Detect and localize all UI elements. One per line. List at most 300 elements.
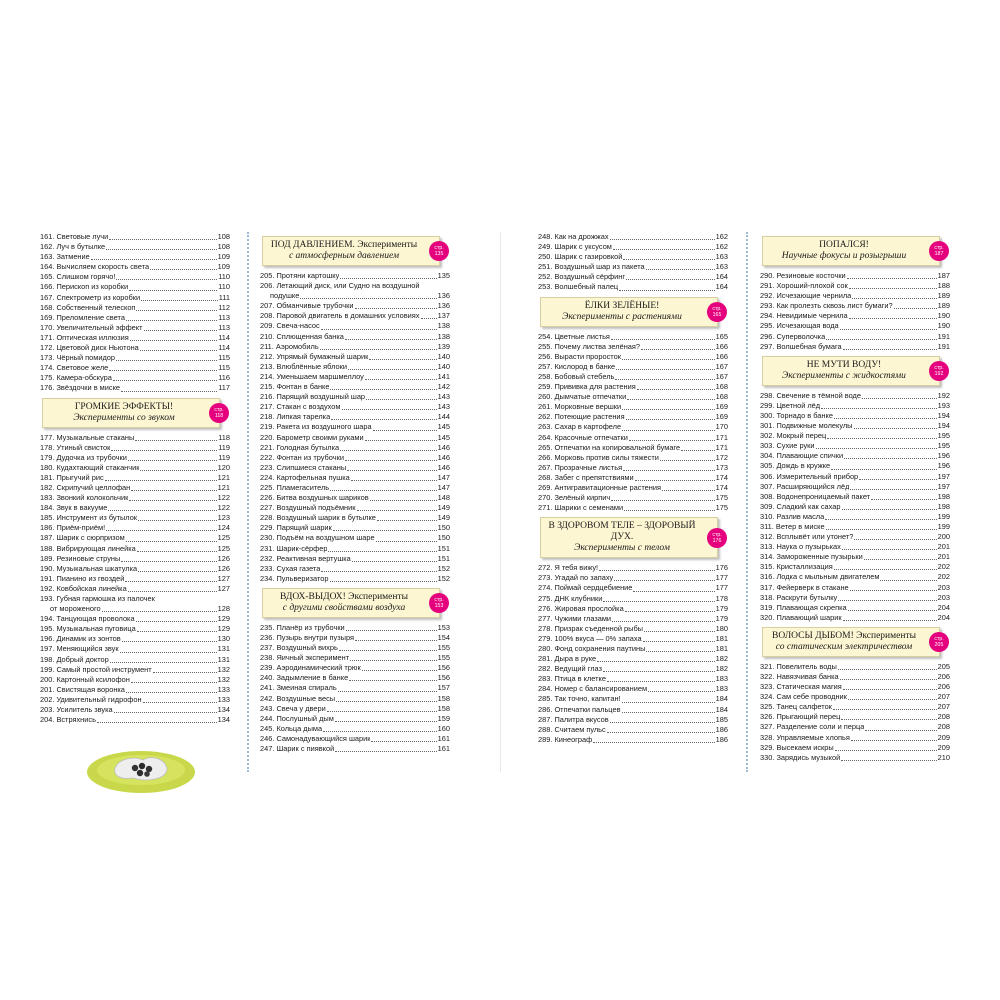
toc-entry[interactable] — [260, 453, 450, 463]
toc-entry[interactable] — [40, 644, 230, 654]
toc-entry[interactable] — [760, 291, 950, 301]
toc-entry[interactable] — [260, 744, 450, 754]
toc-entry[interactable] — [760, 512, 950, 522]
dot-leader — [143, 702, 217, 703]
toc-entry[interactable] — [40, 655, 230, 665]
toc-entry-page: 123 — [217, 513, 230, 523]
dot-leader — [854, 539, 936, 540]
page-badge — [929, 361, 949, 381]
toc-entry[interactable] — [260, 544, 450, 554]
toc-entry[interactable] — [260, 372, 450, 382]
toc-entry[interactable] — [40, 373, 230, 383]
toc-entry-page: 167 — [715, 371, 728, 381]
toc-entry-page: 194 — [937, 421, 950, 431]
toc-entry[interactable] — [760, 342, 950, 352]
toc-entry[interactable] — [260, 503, 450, 513]
toc-entry-title: 317. Фейерверк в стакане — [760, 582, 849, 592]
toc-entry[interactable] — [760, 411, 950, 421]
toc-entry[interactable] — [760, 281, 950, 291]
toc-entry[interactable] — [760, 692, 950, 702]
dot-leader — [140, 350, 217, 351]
page-badge-label: стр. — [712, 531, 722, 538]
toc-entry[interactable] — [260, 694, 450, 704]
toc-entry[interactable] — [260, 523, 450, 533]
toc-entry-page: 182 — [715, 664, 728, 674]
toc-entry-title: 228. Воздушный шарик в бутылке — [260, 513, 376, 523]
toc-entry-title: 252. Воздушный сёрфинг — [538, 272, 626, 282]
toc-entry[interactable] — [40, 523, 230, 533]
toc-entry[interactable] — [40, 272, 230, 282]
toc-entry[interactable] — [40, 343, 230, 353]
toc-entry[interactable] — [538, 654, 728, 664]
dot-leader — [597, 661, 714, 662]
toc-entry-page: 203 — [937, 592, 950, 602]
toc-entry-title: 179. Дудочка из трубочки — [40, 452, 127, 462]
toc-entry[interactable] — [538, 715, 728, 725]
toc-entry[interactable] — [538, 725, 728, 735]
toc-entry-title: 224. Картофельная пушка — [260, 472, 350, 482]
toc-entry-page: 200 — [937, 532, 950, 542]
toc-entry[interactable] — [40, 443, 230, 453]
toc-entry[interactable] — [760, 271, 950, 281]
toc-entry-page: 149 — [437, 503, 450, 513]
toc-entry[interactable] — [260, 724, 450, 734]
toc-entry[interactable] — [538, 422, 728, 432]
toc-entry-page: 134 — [217, 715, 230, 725]
toc-entry[interactable] — [40, 313, 230, 323]
dot-leader — [831, 469, 937, 470]
toc-entry[interactable] — [260, 362, 450, 372]
toc-entry[interactable] — [538, 503, 728, 513]
toc-entry[interactable] — [760, 583, 950, 593]
toc-entry[interactable] — [260, 321, 450, 331]
toc-entry[interactable] — [40, 353, 230, 363]
toc-entry[interactable] — [538, 664, 728, 674]
toc-entry[interactable] — [260, 653, 450, 663]
toc-entry[interactable] — [260, 311, 450, 321]
toc-entry[interactable] — [538, 232, 728, 242]
toc-entry[interactable] — [40, 333, 230, 343]
toc-entry[interactable] — [40, 554, 230, 564]
toc-entry-page: 190 — [937, 321, 950, 331]
dot-leader — [106, 249, 217, 250]
toc-entry[interactable] — [40, 473, 230, 483]
toc-entry[interactable] — [40, 503, 230, 513]
toc-entry-title: 216. Парящий воздушный шар — [260, 392, 366, 402]
dot-leader — [340, 278, 436, 279]
toc-entry[interactable] — [260, 281, 450, 291]
toc-entry[interactable] — [40, 634, 230, 644]
toc-entry[interactable] — [260, 574, 450, 584]
toc-entry[interactable] — [760, 431, 950, 441]
toc-entry-page: 179 — [715, 613, 728, 623]
toc-entry[interactable] — [40, 262, 230, 272]
toc-entry[interactable] — [760, 542, 950, 552]
toc-entry[interactable] — [40, 282, 230, 292]
toc-entry-page: 130 — [217, 634, 230, 644]
toc-entry[interactable] — [260, 332, 450, 342]
dot-leader — [106, 530, 217, 531]
toc-entry-page: 209 — [937, 742, 950, 752]
dot-leader — [646, 269, 715, 270]
toc-entry[interactable] — [538, 382, 728, 392]
toc-entry[interactable] — [40, 433, 230, 443]
toc-entry-page: 163 — [715, 262, 728, 272]
toc-entry-title: 306. Измерительный прибор — [760, 471, 859, 481]
toc-entry[interactable] — [40, 584, 230, 594]
toc-entry[interactable] — [260, 663, 450, 673]
toc-entry[interactable] — [538, 674, 728, 684]
toc-entry-title: 291. Хороший-плохой сок — [760, 281, 848, 291]
toc-entry[interactable] — [40, 232, 230, 242]
toc-entry-title: 303. Сухие руки — [760, 441, 815, 451]
dot-leader — [131, 682, 217, 683]
toc-entry[interactable] — [760, 472, 950, 482]
toc-entry[interactable] — [538, 362, 728, 372]
toc-entry[interactable] — [760, 321, 950, 331]
toc-entry[interactable] — [260, 412, 450, 422]
toc-entry[interactable] — [260, 564, 450, 574]
toc-entry-page: 199 — [937, 511, 950, 521]
toc-entry[interactable] — [760, 722, 950, 732]
dot-leader — [116, 360, 217, 361]
dot-leader — [625, 611, 715, 612]
toc-entry-title: 285. Так точно, капитан! — [538, 694, 621, 704]
toc-entry[interactable] — [760, 311, 950, 321]
toc-entry-title: 238. Яичный эксперимент — [260, 653, 350, 663]
toc-entry-page: 183 — [715, 684, 728, 694]
toc-entry[interactable] — [538, 604, 728, 614]
toc-entry[interactable] — [40, 715, 230, 725]
toc-entry[interactable] — [260, 473, 450, 483]
toc-entry-title: 172. Цветовой диск Ньютона — [40, 343, 139, 353]
dot-leader — [841, 719, 936, 720]
toc-entry-page: 133 — [217, 684, 230, 694]
toc-entry[interactable] — [760, 492, 950, 502]
toc-entry[interactable] — [40, 242, 230, 252]
toc-entry-title: 210. Сплющенная банка — [260, 331, 344, 341]
toc-entry-title: 162. Луч в бутылке — [40, 242, 106, 252]
toc-entry[interactable] — [538, 573, 728, 583]
toc-entry[interactable] — [538, 493, 728, 503]
toc-entry-page: 175 — [715, 493, 728, 503]
toc-entry[interactable] — [760, 391, 950, 401]
dot-leader — [843, 349, 937, 350]
toc-entry[interactable] — [40, 513, 230, 523]
dot-leader — [153, 672, 217, 673]
toc-entry-page: 161 — [437, 733, 450, 743]
toc-entry[interactable] — [538, 453, 728, 463]
toc-entry[interactable] — [760, 522, 950, 532]
toc-entry-page: 151 — [437, 543, 450, 553]
toc-entry[interactable] — [538, 705, 728, 715]
toc-entry[interactable] — [260, 623, 450, 633]
dot-leader — [635, 480, 715, 481]
dot-leader — [847, 278, 937, 279]
toc-entry[interactable] — [538, 272, 728, 282]
toc-entry[interactable] — [40, 594, 230, 604]
toc-entry[interactable] — [538, 735, 728, 745]
toc-entry[interactable] — [260, 463, 450, 473]
toc-entry-title: 186. Приём-приём! — [40, 523, 106, 533]
page-badge-number: 153 — [434, 602, 444, 609]
toc-entry-title: 230. Подъём на воздушном шаре — [260, 533, 375, 543]
toc-entry-title: 234. Пульверизатор — [260, 573, 329, 583]
toc-entry[interactable] — [40, 293, 230, 303]
dot-leader — [593, 742, 714, 743]
toc-entry[interactable] — [760, 712, 950, 722]
toc-entry[interactable] — [760, 702, 950, 712]
toc-entry[interactable] — [538, 694, 728, 704]
toc-entry[interactable] — [40, 685, 230, 695]
dot-leader — [851, 740, 937, 741]
toc-entry[interactable] — [260, 554, 450, 564]
toc-entry[interactable] — [538, 463, 728, 473]
toc-entry-page: 185 — [715, 714, 728, 724]
toc-entry-page: 180 — [715, 623, 728, 633]
toc-entry-page: 195 — [937, 431, 950, 441]
dot-leader — [821, 408, 937, 409]
dot-leader — [330, 581, 437, 582]
toc-entry-continuation — [260, 291, 450, 301]
toc-entry[interactable] — [760, 572, 950, 582]
toc-entry[interactable] — [538, 644, 728, 654]
toc-entry[interactable] — [760, 613, 950, 623]
toc-entry[interactable] — [538, 684, 728, 694]
toc-entry[interactable] — [760, 502, 950, 512]
toc-entry[interactable] — [760, 562, 950, 572]
dot-leader — [826, 339, 936, 340]
dot-leader — [622, 712, 715, 713]
dot-leader — [128, 591, 217, 592]
toc-entry[interactable] — [538, 583, 728, 593]
toc-entry[interactable] — [40, 493, 230, 503]
toc-entry[interactable] — [760, 593, 950, 603]
toc-entry-page: 115 — [218, 363, 230, 373]
section-header — [540, 517, 722, 558]
toc-entry[interactable] — [40, 544, 230, 554]
toc-entry-page: 114 — [218, 332, 230, 342]
toc-entry-title: 330. Зарядись музыкой — [760, 752, 841, 762]
toc-entry[interactable] — [538, 402, 728, 412]
toc-entry[interactable] — [260, 633, 450, 643]
toc-entry[interactable] — [538, 473, 728, 483]
toc-entry[interactable] — [760, 332, 950, 342]
toc-entry-title: 171. Оптическая иллюзия — [40, 332, 129, 342]
toc-entry-continuation — [40, 604, 230, 614]
toc-entry-title: 241. Змеиная спираль — [260, 683, 337, 693]
toc-entry[interactable] — [40, 533, 230, 543]
toc-entry[interactable] — [760, 753, 950, 763]
toc-entry-title: 254. Цветные листья — [538, 331, 610, 341]
toc-entry[interactable] — [260, 422, 450, 432]
toc-entry-page: 167 — [715, 361, 728, 371]
dot-leader — [623, 259, 714, 260]
toc-entry[interactable] — [40, 705, 230, 715]
toc-entry[interactable] — [538, 483, 728, 493]
toc-entry[interactable] — [40, 483, 230, 493]
toc-entry[interactable] — [260, 734, 450, 744]
toc-entry-title: 222. Фонтан из трубочки — [260, 452, 344, 462]
toc-entry-title: 229. Парящий шарик — [260, 523, 332, 533]
toc-entry[interactable] — [260, 301, 450, 311]
toc-entry[interactable] — [40, 383, 230, 393]
dot-leader — [850, 489, 936, 490]
toc-entry[interactable] — [260, 342, 450, 352]
toc-entry[interactable] — [260, 513, 450, 523]
toc-entry[interactable] — [260, 493, 450, 503]
dot-leader — [613, 249, 715, 250]
toc-entry[interactable] — [260, 704, 450, 714]
toc-entry[interactable] — [538, 614, 728, 624]
toc-entry[interactable] — [538, 594, 728, 604]
toc-entry[interactable] — [260, 382, 450, 392]
toc-entry-page: 179 — [715, 603, 728, 613]
toc-entry[interactable] — [760, 662, 950, 672]
toc-entry[interactable] — [40, 624, 230, 634]
dot-leader — [109, 370, 217, 371]
toc-entry[interactable] — [760, 672, 950, 682]
toc-entry-page: 207 — [937, 702, 950, 712]
toc-entry[interactable] — [538, 443, 728, 453]
toc-entry[interactable] — [760, 401, 950, 411]
toc-entry[interactable] — [260, 402, 450, 412]
toc-entry-title: 323. Статическая магия — [760, 682, 842, 692]
toc-entry-page: 150 — [437, 533, 450, 543]
toc-entry[interactable] — [40, 665, 230, 675]
toc-entry[interactable] — [40, 614, 230, 624]
toc-entry[interactable] — [538, 563, 728, 573]
toc-entry[interactable] — [538, 352, 728, 362]
toc-entry[interactable] — [538, 282, 728, 292]
toc-entry[interactable] — [40, 303, 230, 313]
dot-leader — [136, 310, 217, 311]
toc-entry-page: 109 — [217, 262, 230, 272]
toc-entry[interactable] — [760, 682, 950, 692]
toc-entry[interactable] — [538, 242, 728, 252]
toc-entry[interactable] — [538, 624, 728, 634]
toc-entry-page: 144 — [437, 412, 450, 422]
dot-leader — [610, 722, 715, 723]
toc-entry-page: 194 — [937, 410, 950, 420]
toc-entry[interactable] — [40, 574, 230, 584]
toc-entry-title: 236. Пузырь внутри пузыря — [260, 633, 354, 642]
toc-entry-title: 199. Самый простой инструмент — [40, 664, 152, 674]
toc-entry-title: 209. Свеча-насос — [260, 321, 320, 331]
toc-entry-title: 194. Танцующая проволока — [40, 614, 135, 624]
toc-entry-title: 316. Лодка с мыльным двигателем — [760, 572, 880, 582]
toc-entry[interactable] — [260, 483, 450, 493]
toc-entry-page: 189 — [937, 301, 950, 311]
toc-entry[interactable] — [260, 533, 450, 543]
toc-entry[interactable] — [538, 252, 728, 262]
toc-entry-title: 286. Отпечатки пальцев — [538, 704, 621, 714]
toc-entry-title: 237. Воздушный вихрь — [260, 643, 338, 653]
toc-entry[interactable] — [538, 412, 728, 422]
toc-entry[interactable] — [260, 271, 450, 281]
toc-entry[interactable] — [260, 643, 450, 653]
toc-entry[interactable] — [760, 441, 950, 451]
dot-leader — [838, 669, 937, 670]
toc-entry-page: 163 — [715, 252, 728, 262]
toc-entry[interactable] — [760, 461, 950, 471]
toc-entry-page: 146 — [437, 452, 450, 462]
toc-entry[interactable] — [538, 392, 728, 402]
toc-entry[interactable] — [538, 342, 728, 352]
toc-entry-title: 312. Всплывёт или утонет? — [760, 532, 854, 542]
page-badge-label: стр. — [434, 245, 444, 251]
toc-entry[interactable] — [260, 433, 450, 443]
section-header — [762, 356, 944, 386]
toc-column-1 — [40, 232, 230, 725]
toc-entry[interactable] — [40, 463, 230, 473]
toc-entry[interactable] — [40, 695, 230, 705]
toc-entry-page: 128 — [217, 604, 230, 614]
dot-leader — [612, 621, 715, 622]
dot-leader — [607, 681, 715, 682]
dot-leader — [850, 590, 937, 591]
toc-entry-title: 280. Фонд сохранения паутины — [538, 644, 646, 653]
toc-entry[interactable] — [760, 532, 950, 542]
toc-entry-page: 135 — [437, 271, 450, 280]
toc-entry[interactable] — [760, 552, 950, 562]
dot-leader — [834, 418, 937, 419]
toc-entry[interactable] — [260, 392, 450, 402]
toc-entry[interactable] — [538, 372, 728, 382]
toc-entry-title: 166. Перископ из коробки — [40, 282, 129, 292]
dot-leader — [141, 300, 218, 301]
toc-entry-title: 305. Дождь в кружке — [760, 461, 831, 471]
toc-entry[interactable] — [760, 743, 950, 753]
toc-entry[interactable] — [260, 443, 450, 453]
toc-entry[interactable] — [260, 714, 450, 724]
toc-entry[interactable] — [260, 683, 450, 693]
toc-entry-page: 136 — [437, 301, 450, 311]
toc-entry[interactable] — [538, 433, 728, 443]
toc-entry-title: 169. Преломление света — [40, 312, 125, 322]
toc-entry[interactable] — [40, 675, 230, 685]
toc-entry[interactable] — [760, 603, 950, 613]
toc-entry[interactable] — [760, 421, 950, 431]
toc-entry[interactable] — [40, 252, 230, 262]
toc-entry-title: 260. Дымчатые отпечатки — [538, 392, 627, 402]
toc-entry-page: 181 — [715, 633, 728, 643]
toc-entry[interactable] — [538, 634, 728, 644]
toc-entry[interactable] — [538, 262, 728, 272]
toc-entry-title: 267. Прозрачные листья — [538, 462, 623, 472]
toc-entry[interactable] — [260, 352, 450, 362]
dot-leader — [333, 530, 437, 531]
toc-entry[interactable] — [760, 482, 950, 492]
toc-entry-title: 319. Плавающая скрепка — [760, 602, 847, 612]
toc-entry-page: 164 — [715, 272, 728, 282]
toc-entry-page: 150 — [437, 523, 450, 533]
toc-entry[interactable] — [40, 363, 230, 373]
toc-entry[interactable] — [260, 673, 450, 683]
toc-entry[interactable] — [760, 451, 950, 461]
toc-column-4 — [760, 232, 950, 763]
toc-entry-page: 110 — [218, 272, 230, 282]
toc-entry[interactable] — [538, 332, 728, 342]
toc-entry[interactable] — [40, 564, 230, 574]
toc-entry[interactable] — [760, 301, 950, 311]
toc-entry-title: 284. Номер с балансированием — [538, 684, 648, 694]
page-badge — [209, 403, 229, 423]
toc-entry[interactable] — [40, 323, 230, 333]
toc-entry[interactable] — [760, 733, 950, 743]
toc-entry[interactable] — [40, 453, 230, 463]
toc-entry-page: 190 — [937, 311, 950, 321]
